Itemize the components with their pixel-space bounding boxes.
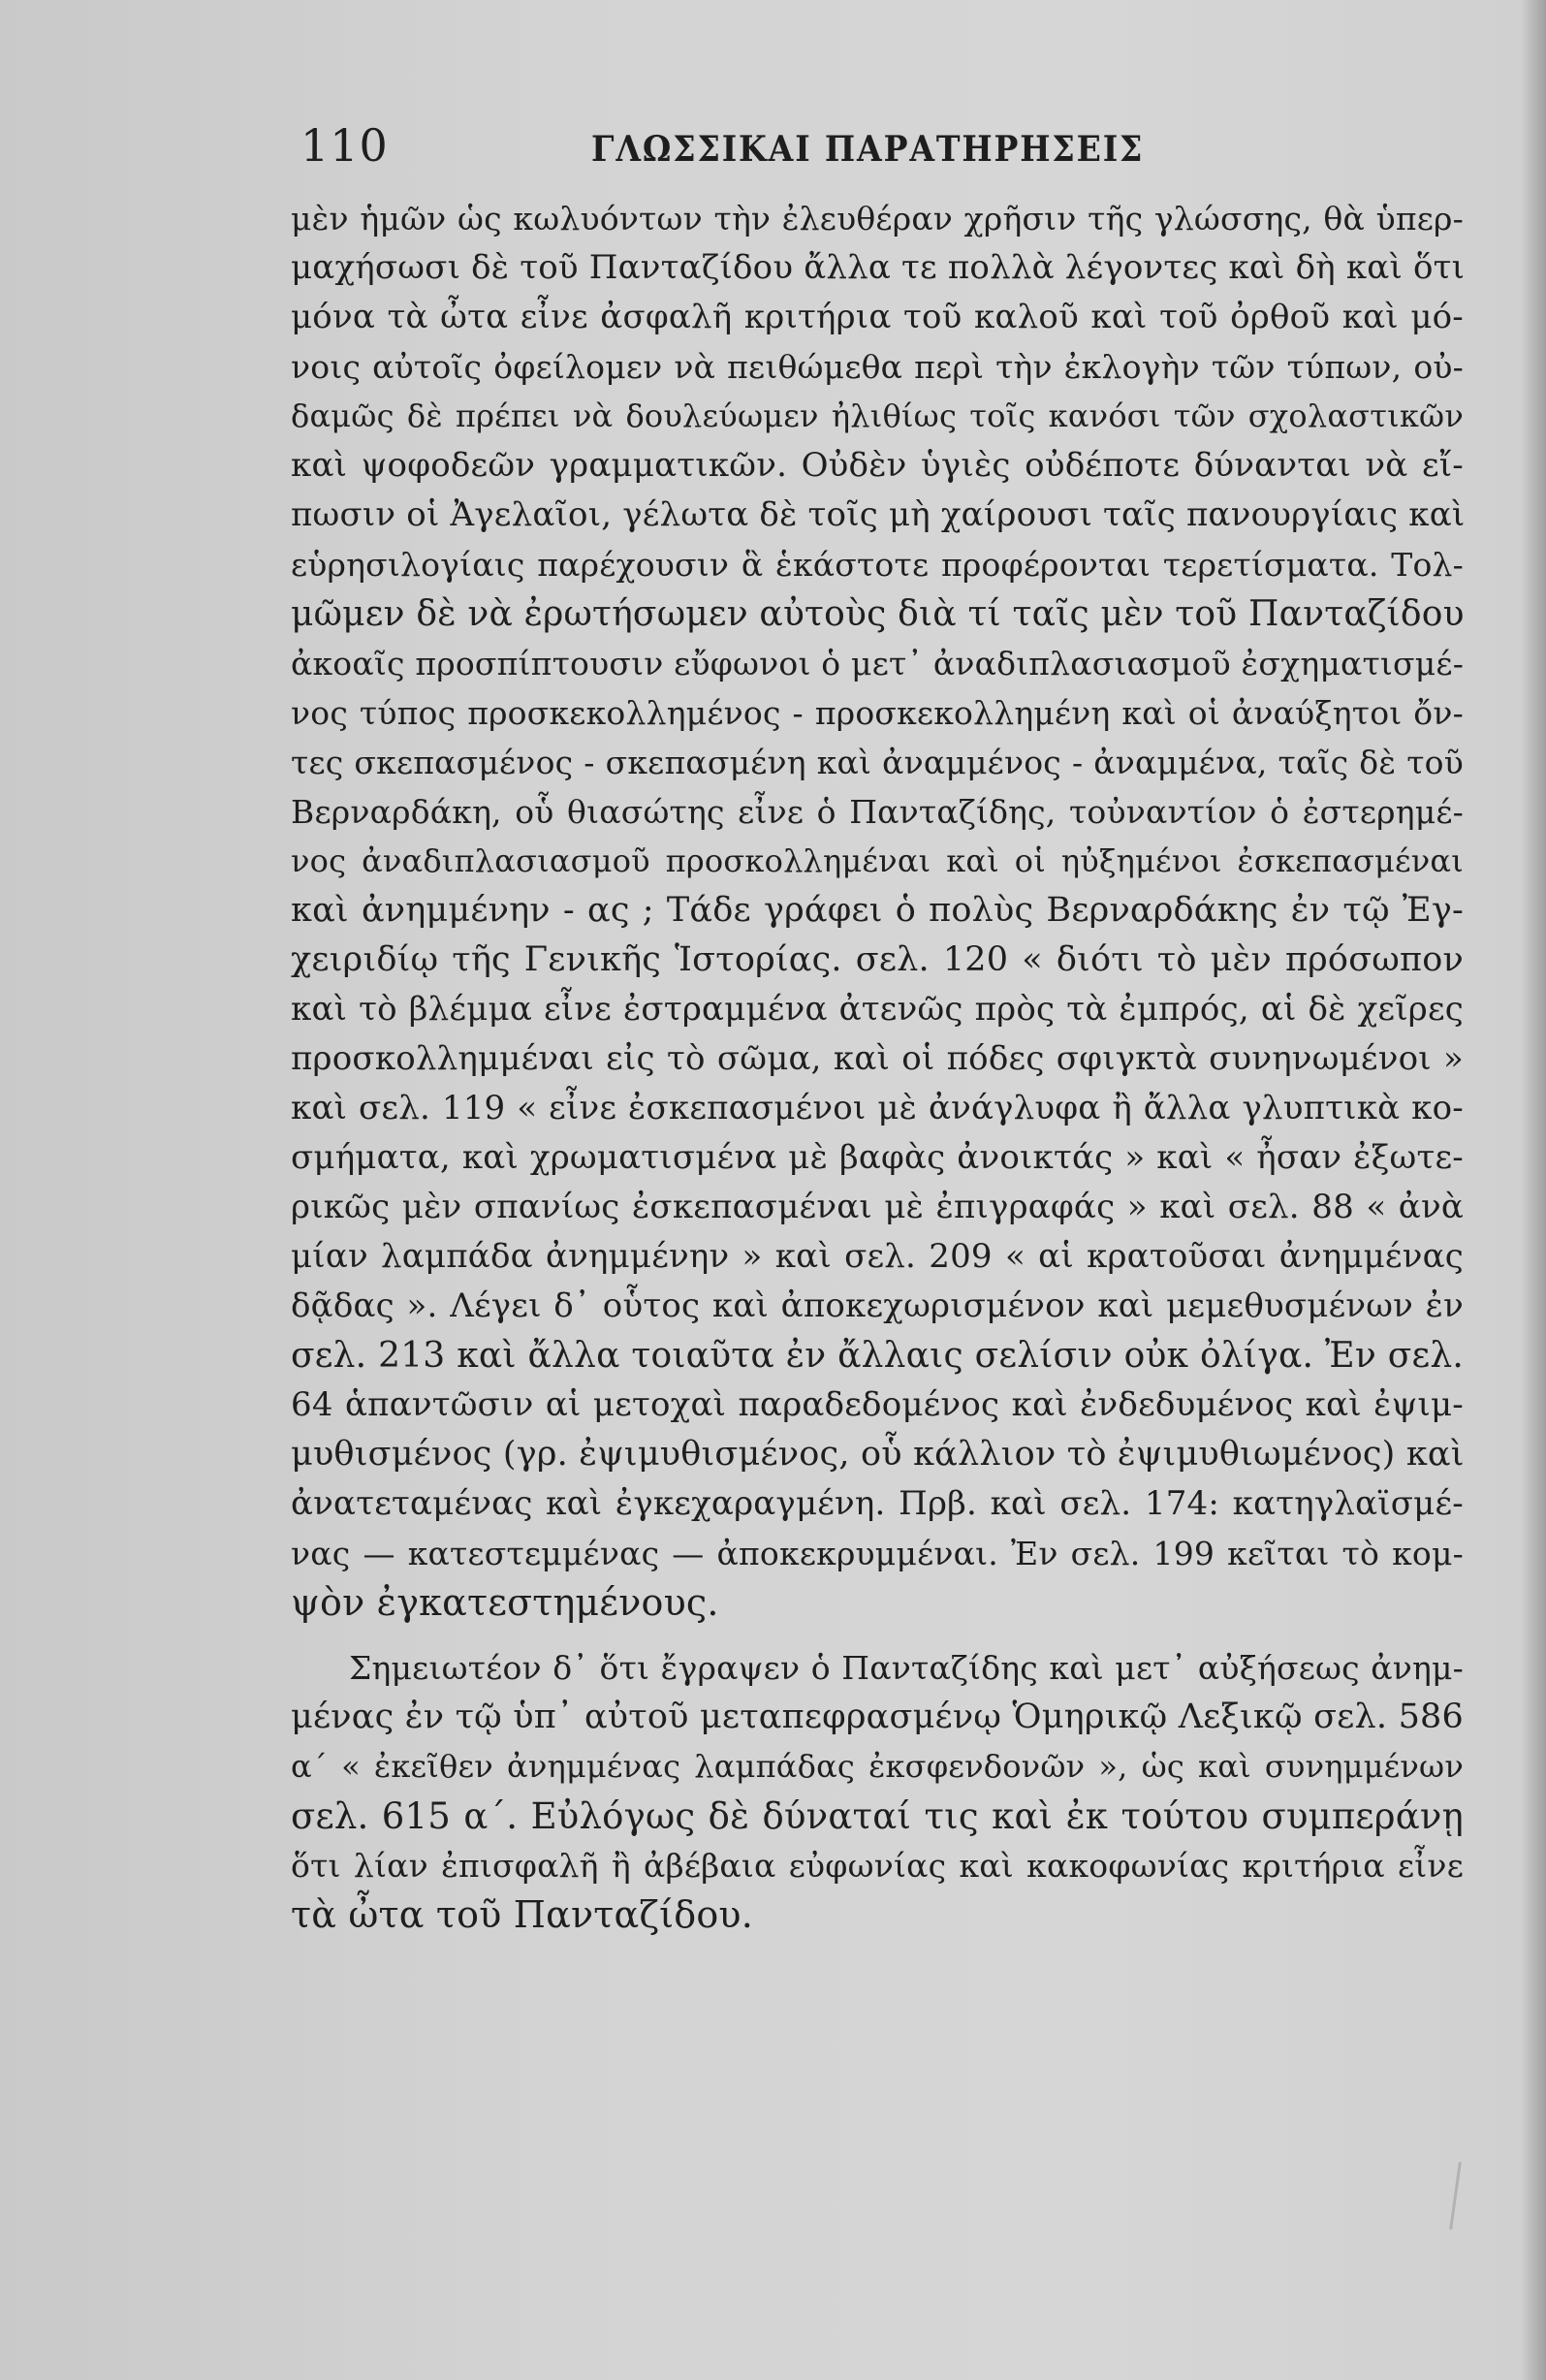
text-line: καὶ ἀνημμένην - ας ; Τάδε γράφει ὁ πολὺς Βερναρδάκης ἐν τῷ Ἐγ- <box>291 891 1464 930</box>
text-line: καὶ τὸ βλέμμα εἶνε ἐστραμμένα ἀτενῶς πρὸς τὰ ἐμπρός, αἱ δὲ χεῖρες <box>291 990 1464 1029</box>
page-number: 110 <box>300 119 389 172</box>
text-line: προσκολλημμέναι εἰς τὸ σῶμα, καὶ οἱ πόδες σφιγκτὰ συνηνωμένοι » <box>291 1039 1464 1078</box>
text-line: καὶ σελ. 119 « εἶνε ἐσκεπασμένοι μὲ ἀνάγλυφα ἢ ἄλλα γλυπτικὰ κο- <box>291 1089 1464 1127</box>
text-line: νος τύπος προσκεκολλημένος - προσκεκολλημένη καὶ οἱ ἀναύξητοι ὄν- <box>291 694 1464 732</box>
text-line: 64 ἁπαντῶσιν αἱ μετοχαὶ παραδεδομένος καὶ ἐνδεδυμένος καὶ ἐψιμ- <box>291 1385 1464 1424</box>
text-line: νος ἀναδιπλασιασμοῦ προσκολλημέναι καὶ οἱ ηὐξημένοι ἐσκεπασμέναι <box>291 842 1464 879</box>
page-gutter-shadow <box>1521 0 1546 2380</box>
body-text <box>291 194 1464 1940</box>
page-header <box>300 118 1435 176</box>
text-line: σμήματα, καὶ χρωματισμένα μὲ βαφὰς ἀνοικτάς » καὶ « ἦσαν ἐξωτε- <box>291 1138 1464 1177</box>
text-line: τὰ ὦτα τοῦ Πανταζίδου. <box>291 1893 754 1936</box>
text-line: ψὸν ἐγκατεστημένους. <box>291 1581 719 1624</box>
text-line: α´ « ἐκεῖθεν ἀνημμένας λαμπάδας ἐκσφενδονῶν », ὡς καὶ συνημμένων <box>291 1748 1464 1785</box>
text-line: πωσιν οἱ Ἀγελαῖοι, γέλωτα δὲ τοῖς μὴ χαίρουσι ταῖς πανουργίαις καὶ <box>291 495 1466 534</box>
paragraph-2 <box>291 1643 1464 1940</box>
text-line: δᾷδας ». Λέγει δ᾽ οὗτος καὶ ἀποκεχωρισμένον καὶ μεμεθυσμένων ἐν <box>291 1286 1464 1325</box>
text-line: δαμῶς δὲ πρέπει νὰ δουλεύωμεν ἠλιθίως τοῖς κανόσι τῶν σχολαστικῶν <box>291 397 1464 434</box>
text-line: ἀνατεταμένας καὶ ἐγκεχαραγμένη. Πρβ. καὶ σελ. 174: κατηγλαϊσμέ- <box>291 1484 1464 1523</box>
text-line: σελ. 615 α´. Εὐλόγως δὲ δύναταί τις καὶ ἐκ τούτου συμπεράνῃ <box>291 1795 1464 1837</box>
text-line: μόνα τὰ ὦτα εἶνε ἀσφαλῆ κριτήρια τοῦ καλοῦ καὶ τοῦ ὀρθοῦ καὶ μό- <box>291 298 1464 336</box>
text-line: νοις αὐτοῖς ὀφείλομεν νὰ πειθώμεθα περὶ τὴν ἐκλογὴν τῶν τύπων, οὐ- <box>291 348 1464 386</box>
text-line: μῶμεν δὲ νὰ ἐρωτήσωμεν αὐτοὺς διὰ τί ταῖς μὲν τοῦ Πανταζίδου <box>291 594 1465 634</box>
text-line: μυθισμένος (γρ. ἐψιμυθισμένος, οὗ κάλλιον τὸ ἐψιμυθιωμένος) καὶ <box>291 1435 1465 1474</box>
running-title: ΓΛΩΣΣΙΚΑΙ ΠΑΡΑΤΗΡΗΣΕΙΣ <box>591 129 1145 170</box>
text-line: μὲν ἡμῶν ὡς κωλυόντων τὴν ἐλευθέραν χρῆσιν τῆς γλώσσης, θὰ ὑπερ- <box>291 200 1464 238</box>
text-line: μαχήσωσι δὲ τοῦ Πανταζίδου ἄλλα τε πολλὰ λέγοντες καὶ δὴ καὶ ὅτι <box>291 248 1466 287</box>
text-line: νας — κατεστεμμένας — ἀποκεκρυμμέναι. Ἐν σελ. 199 κεῖται τὸ κομ- <box>291 1535 1464 1572</box>
paragraph-1 <box>291 194 1464 1628</box>
text-line: τες σκεπασμένος - σκεπασμένη καὶ ἀναμμένος - ἀναμμένα, ταῖς δὲ τοῦ <box>291 744 1464 781</box>
text-line: σελ. 213 καὶ ἄλλα τοιαῦτα ἐν ἄλλαις σελίσιν οὐκ ὀλίγα. Ἐν σελ. <box>291 1336 1464 1376</box>
scan-mark <box>1449 2162 1462 2230</box>
text-line: Σημειωτέον δ᾽ ὅτι ἔγραψεν ὁ Πανταζίδης καὶ μετ᾽ αὐξήσεως ἀνημ- <box>349 1649 1464 1687</box>
text-line: μένας ἐν τῷ ὑπ᾽ αὐτοῦ μεταπεφρασμένῳ Ὁμηρικῷ Λεξικῷ σελ. 586 <box>291 1698 1464 1736</box>
text-line: Βερναρδάκη, οὗ θιασώτης εἶνε ὁ Πανταζίδης, τοὐναντίον ὁ ἐστερημέ- <box>291 793 1464 831</box>
text-line: ρικῶς μὲν σπανίως ἐσκεπασμέναι μὲ ἐπιγραφάς » καὶ σελ. 88 « ἀνὰ <box>291 1188 1464 1226</box>
text-line: ἀκοαῖς προσπίπτουσιν εὔφωνοι ὁ μετ᾽ ἀναδιπλασιασμοῦ ἐσχηματισμέ- <box>291 645 1465 682</box>
text-line: εὑρησιλογίαις παρέχουσιν ἃ ἑκάστοτε προφέρονται τερετίσματα. Τολ- <box>291 546 1464 584</box>
text-line: μίαν λαμπάδα ἀνημμένην » καὶ σελ. 209 « αἱ κρατοῦσαι ἀνημμένας <box>291 1237 1464 1276</box>
text-line: καὶ ψοφοδεῶν γραμματικῶν. Οὐδὲν ὑγιὲς οὐδέποτε δύνανται νὰ εἴ- <box>291 446 1464 485</box>
text-line: ὅτι λίαν ἐπισφαλῆ ἢ ἀβέβαια εὐφωνίας καὶ κακοφωνίας κριτήρια εἶνε <box>291 1847 1464 1885</box>
text-line: χειριδίῳ τῆς Γενικῆς Ἱστορίας. σελ. 120 « διότι τὸ μὲν πρόσωπον <box>291 940 1464 979</box>
